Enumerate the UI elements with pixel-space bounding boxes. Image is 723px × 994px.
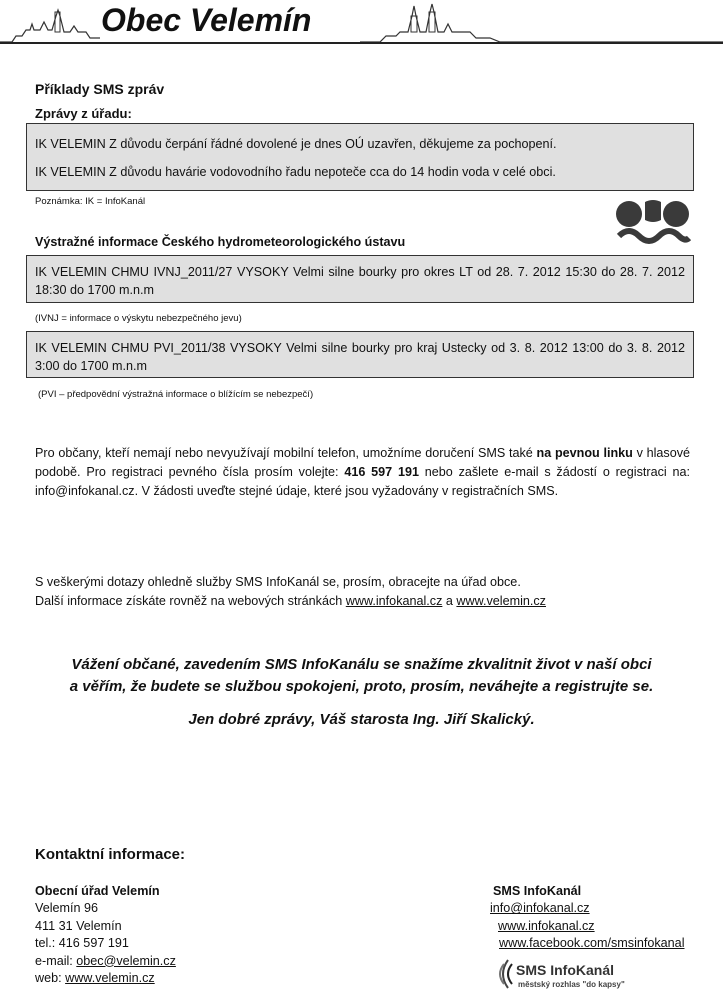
chmi-message: IK VELEMIN CHMU IVNJ_2011/27 VYSOKY Velmi silne bourky pro okres LT od 28. 7. 2012 15:30 do 28. 7. 2012 18:30 do 1700 m.n.m <box>35 265 685 297</box>
sms-email-link[interactable]: info@infokanal.cz <box>490 901 590 916</box>
logo-subtext: městský rozhlas "do kapsy" <box>518 980 625 989</box>
office-messages-box <box>26 123 694 191</box>
office-web-line <box>35 970 176 987</box>
landline-text: Pro občany, kteří nemají nebo nevyužívají mobilní telefon, umožníme doručení SMS také <box>35 446 537 460</box>
office-message: IK VELEMIN Z důvodu havárie vodovodního řadu nepoteče cca do 14 hodin voda v celé obci. <box>35 165 556 179</box>
questions-and: a <box>442 594 457 608</box>
office-city: 411 31 Velemín <box>35 918 122 933</box>
examples-heading: Příklady SMS zpráv <box>35 81 165 97</box>
village-skyline-left-icon <box>0 2 100 44</box>
sms-name: SMS InfoKanál <box>493 884 582 898</box>
contacts-heading: Kontaktní informace: <box>35 846 186 863</box>
office-street: Velemín 96 <box>35 901 99 916</box>
pvi-note: (PVI – předpovědní výstražná informace o blížícím se nebezpečí) <box>38 389 314 400</box>
page-title: Obec Velemín <box>101 2 312 38</box>
sms-facebook-link[interactable]: www.facebook.com/smsinfokanal <box>499 936 685 951</box>
questions-line: S veškerými dotazy ohledně služby SMS InfoKanál se, prosím, obracejte na úřad obce. <box>35 575 521 589</box>
office-tel: tel.: 416 597 191 <box>35 936 129 951</box>
sms-infokanal-logo <box>494 956 634 992</box>
landline-text: v hlasové podobě. Pro registraci pevného čísla prosím volejte: <box>35 446 691 479</box>
infokanal-link[interactable]: www.infokanal.cz <box>345 594 443 608</box>
appeal-line: a věřím, že budete se službou spokojeni, proto, prosím, neváhejte a registrujte se. <box>69 678 654 695</box>
questions-line <box>35 592 695 611</box>
office-message: IK VELEMIN Z důvodu čerpání řádné dovolené je dnes OÚ uzavřen, děkujeme za pochopení. <box>35 137 557 151</box>
ivnj-note: (IVNJ = informace o výskytu nebezpečného jevu) <box>35 313 242 324</box>
office-email-link[interactable]: obec@velemin.cz <box>76 953 176 968</box>
questions-block <box>35 573 695 611</box>
chmi-heading: Výstražné informace Českého hydrometeorologického ústavu <box>35 235 406 249</box>
sms-contact <box>490 883 685 953</box>
header-rule <box>0 42 723 44</box>
landline-phone: 416 597 191 <box>344 465 419 479</box>
signal-waves-icon <box>494 958 514 990</box>
landline-paragraph <box>35 444 690 501</box>
landline-text: nebo zašlete e-mail s žádostí o registraci na: info@infokanal.cz. V žádosti uveďte stejné údaje, které jsou vyžadovány v registračních SMS. <box>35 465 690 498</box>
chmi-logo <box>615 198 691 250</box>
mayor-signature: Jen dobré zprávy, Váš starosta Ing. Jiří Skalický. <box>188 711 535 728</box>
mayor-appeal <box>0 654 723 698</box>
chmi-message: IK VELEMIN CHMU PVI_2011/38 VYSOKY Velmi silne bourky pro kraj Ustecky od 3. 8. 2012 13:00 do 3. 8. 2012 3:00 do 1700 m.n.m <box>35 341 685 373</box>
church-skyline-right-icon <box>360 2 723 44</box>
questions-line-text: Další informace získáte rovněž na webových stránkách <box>35 594 346 608</box>
chmi-message-box-2 <box>26 331 694 378</box>
appeal-line: Vážení občané, zavedením SMS InfoKanálu se snažíme zkvalitnit život v naší obci <box>71 656 652 673</box>
landline-bold: na pevnou linku <box>536 446 633 460</box>
email-label: e-mail: <box>35 953 77 968</box>
web-label: web: <box>35 971 66 986</box>
velemin-link[interactable]: www.velemin.cz <box>456 594 546 608</box>
office-contact <box>35 883 176 987</box>
chmi-message-box-1 <box>26 255 694 303</box>
office-name: Obecní úřad Velemín <box>35 884 160 898</box>
infokanal-note: Poznámka: IK = InfoKanál <box>35 196 146 207</box>
logo-text: SMS InfoKanál <box>516 962 615 978</box>
office-email-line <box>35 953 176 970</box>
office-web-link[interactable]: www.velemin.cz <box>65 971 155 986</box>
office-messages-heading: Zprávy z úřadu: <box>35 106 132 121</box>
sms-web-link[interactable]: www.infokanal.cz <box>498 918 595 933</box>
